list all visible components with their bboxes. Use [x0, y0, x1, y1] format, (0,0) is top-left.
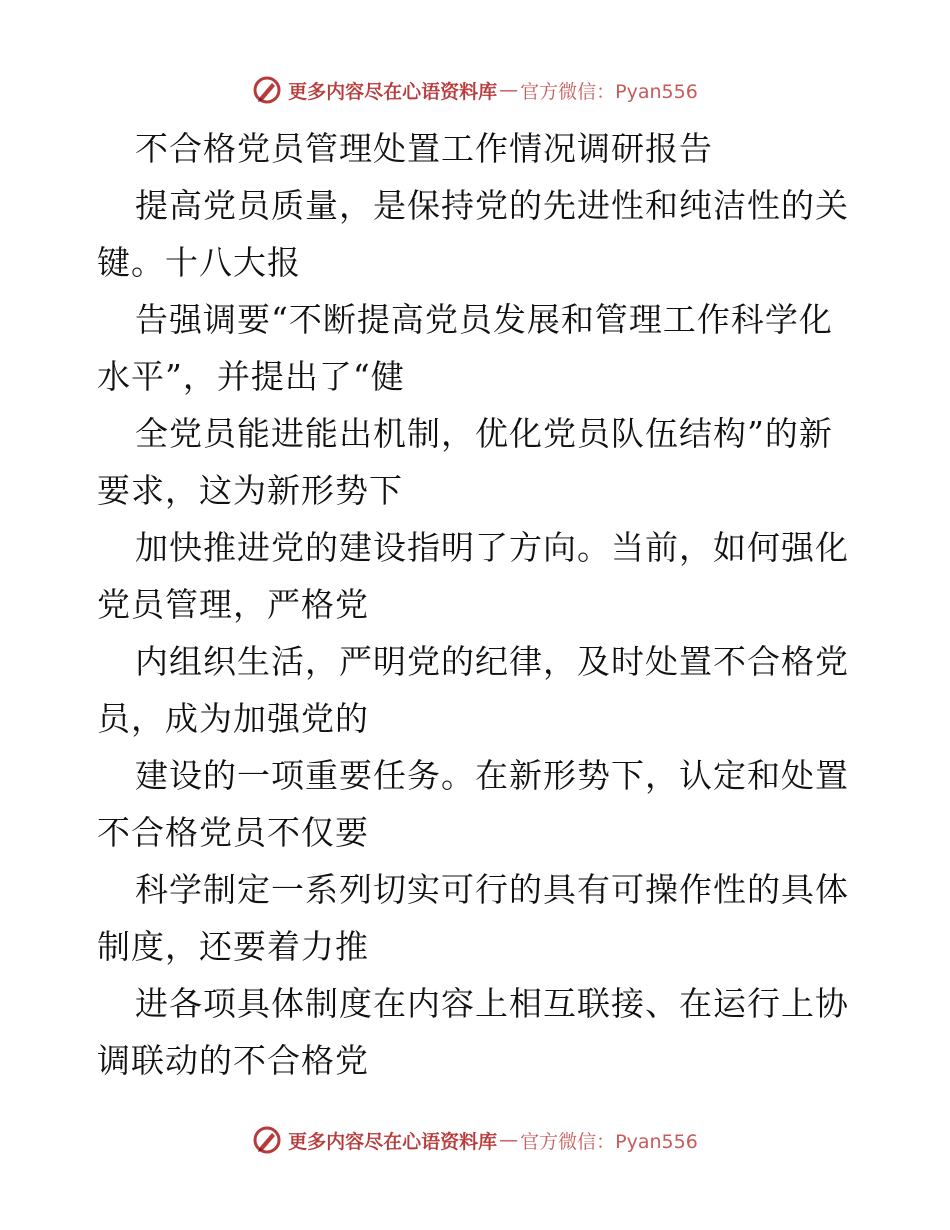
footer-watermark-banner	[0, 1120, 950, 1160]
text-line: 建设的一项重要任务。在新形势下，认定和处置	[135, 756, 849, 795]
banner-wechat-text: 官方微信：Pyan556	[520, 1130, 698, 1153]
text-line: 水平”，并提出了“健	[97, 357, 405, 396]
pen-logo-icon	[252, 75, 282, 105]
text-line: 进各项具体制度在内容上相互联接、在运行上协	[135, 984, 849, 1023]
text-line: 员，成为加强党的	[97, 699, 369, 738]
text-line: 不合格党员不仅要	[97, 813, 369, 852]
text-line: 告强调要“不断提高党员发展和管理工作科学化	[135, 300, 833, 339]
text-line: 提高党员质量，是保持党的先进性和纯洁性的关	[135, 186, 849, 225]
document-title: 不合格党员管理处置工作情况调研报告	[135, 129, 713, 168]
banner-wechat-text: 官方微信：Pyan556	[520, 80, 698, 103]
text-line: 加快推进党的建设指明了方向。当前，如何强化	[135, 528, 849, 567]
text-line: 调联动的不合格党	[97, 1041, 369, 1080]
text-line: 要求，这为新形势下	[97, 471, 403, 510]
text-line: 党员管理，严格党	[97, 585, 369, 624]
text-line: 内组织生活，严明党的纪律，及时处置不合格党	[135, 642, 849, 681]
banner-dash: —	[499, 1129, 519, 1151]
text-line: 键。十八大报	[97, 243, 301, 282]
banner-lead-text: 更多内容尽在心语资料库	[288, 80, 498, 103]
text-line: 科学制定一系列切实可行的具有可操作性的具体	[135, 870, 849, 909]
banner-dash: —	[499, 79, 519, 101]
banner-lead-text: 更多内容尽在心语资料库	[288, 1130, 498, 1153]
pen-logo-icon	[252, 1125, 282, 1155]
text-line: 全党员能进能出机制，优化党员队伍结构”的新	[135, 414, 833, 453]
text-line: 制度，还要着力推	[97, 927, 369, 966]
document-body	[97, 120, 857, 1089]
header-watermark-banner	[0, 70, 950, 110]
